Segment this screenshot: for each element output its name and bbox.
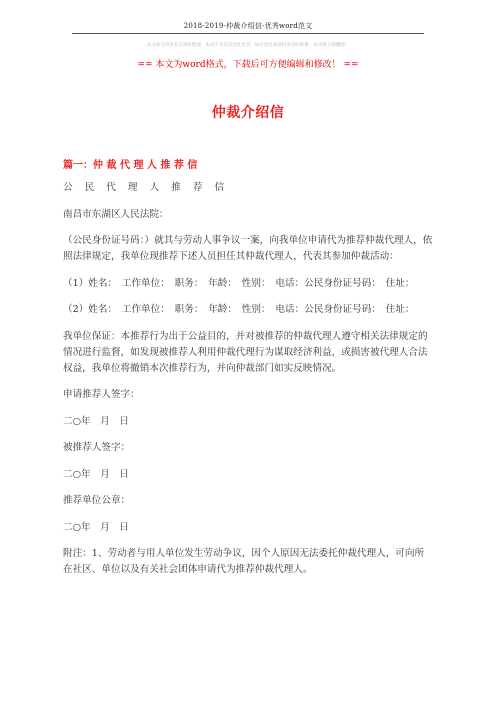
- recipient-line: 南昌市东湖区人民法院：: [63, 208, 169, 220]
- nominee-entry-1: （1）姓名： 工作单位： 职务： 年龄： 性别： 电话：公民身份证号码： 住址：: [63, 277, 415, 289]
- letter-subtitle: 公 民 代 理 人 推 荐 信: [63, 182, 229, 193]
- document-body: [63, 180, 433, 589]
- guarantee-paragraph: 我单位保证：本推荐行为出于公益目的，并对被推荐的仲裁代理人遵守相关法律规定的情况进行监督，如发现被推荐人利用仲裁代理行为谋取经济利益，或损害被代理人合法权益，我单位将撤销本次推荐行为，并向仲裁部门如实反映情况。: [63, 330, 428, 374]
- date-line: 二○年 月 日: [63, 521, 129, 533]
- nominee-entry-2: （2）姓名： 工作单位： 职务： 年龄： 性别： 电话：公民身份证号码： 住址：: [63, 304, 415, 315]
- body-paragraph: （公民身份证号码：）就其与劳动人事争议一案，向我单位申请代为推荐仲裁代理人，依照法律规定，我单位现推荐下述人员担任其仲裁代理人，代表其参加仲裁活动：: [63, 235, 433, 262]
- applicant-signature-label: 申请推荐人签字：: [63, 389, 140, 400]
- appendix-note: 附注：1、劳动者与用人单位发生劳动争议，因个人原因无法委托仲裁代理人，可向所在社区、单位以及有关社会团体申请代为推荐仲裁代理人。: [63, 548, 425, 575]
- document-header-title: 2018-2019-仲裁介绍信-优秀word范文: [183, 22, 313, 30]
- word-format-notice: == 本文为word格式，下载后可方便编辑和修改！ ==: [137, 60, 359, 70]
- organization-seal-label: 推荐单位公章：: [63, 495, 131, 506]
- date-line: 二○年 月 日: [63, 415, 129, 427]
- date-line: 二○年 月 日: [63, 468, 129, 480]
- nominee-signature-label: 被推荐人签字：: [63, 442, 131, 453]
- disclaimer-text: 本文部分内容来自网络整理，本司不为其真实性负责，如有异议或侵权请及时联系，本司将立即删除！: [146, 43, 350, 48]
- header-divider: [72, 33, 424, 34]
- section-heading: 篇一：仲 裁 代 理 人 推 荐 信: [63, 160, 198, 171]
- document-title: 仲裁介绍信: [211, 105, 285, 121]
